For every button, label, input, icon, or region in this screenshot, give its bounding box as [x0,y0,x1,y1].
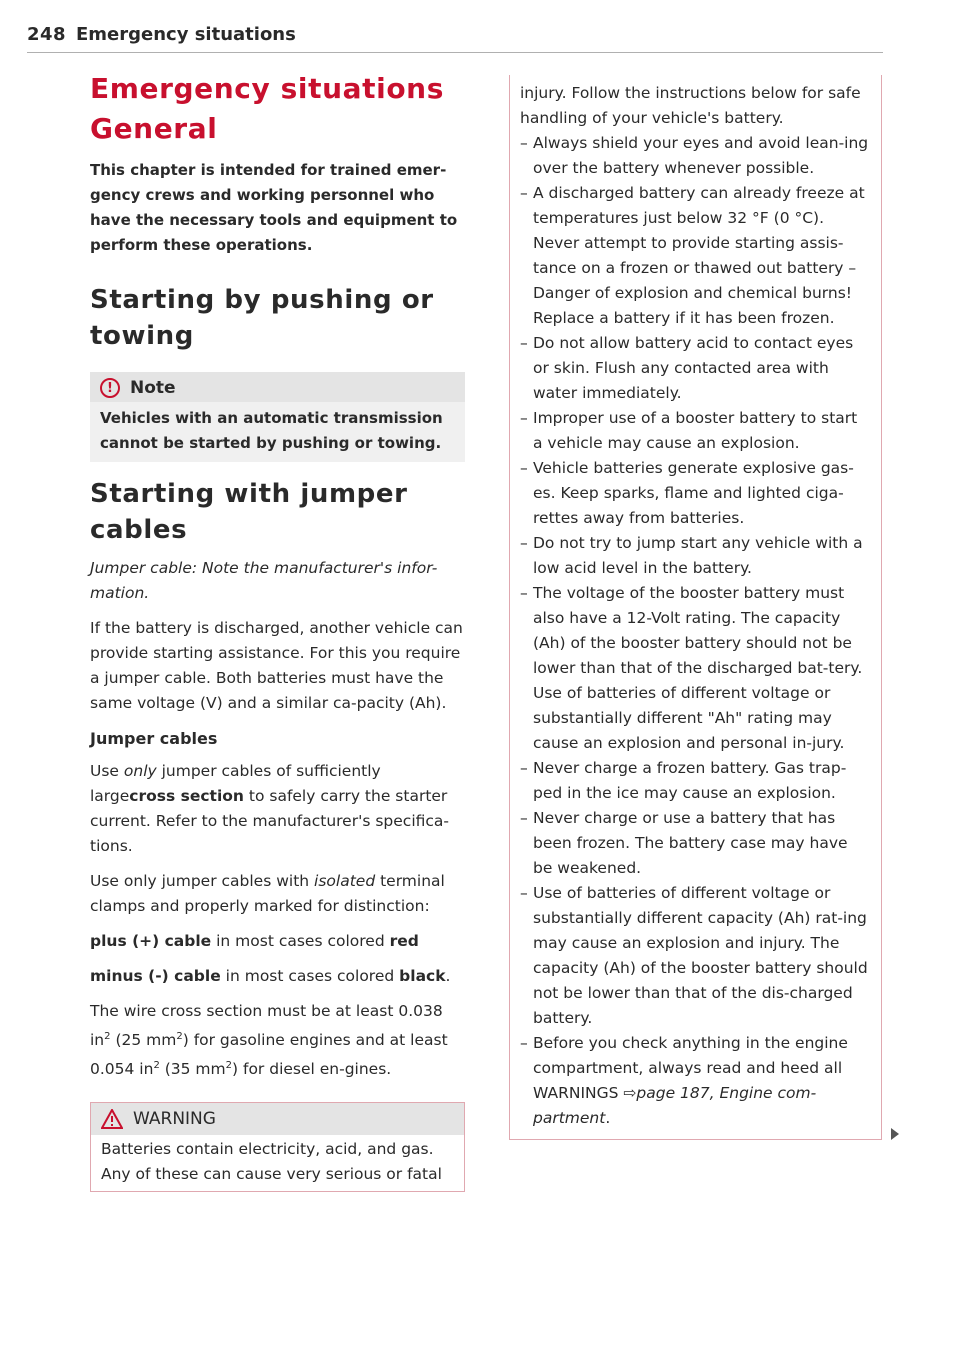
page-number: 248 [27,24,67,45]
list-item: – Never charge a frozen battery. Gas trap-ped in the ice may cause an explosion. [520,756,871,806]
warning-header [91,1103,464,1135]
list-item: – Do not try to jump start any vehicle with a low acid level in the battery. [520,531,871,581]
chapter-title: Emergency situations [90,72,444,105]
note-body: Vehicles with an automatic transmission cannot be started by pushing or towing. [90,402,465,462]
plus-cable-line: plus (+) cable in most cases colored red [90,932,419,950]
header-title: Emergency situations [76,24,296,45]
list-item: – Vehicle batteries generate explosive gas-es. Keep sparks, flame and lighted ciga-rettes away from batteries. [520,456,871,531]
warning-body: Batteries contain electricity, acid, and gas. Any of these can cause very serious or fatal [101,1140,442,1184]
list-item: – A discharged battery can already freeze at temperatures just below 32 °F (0 °C). Never attempt to provide starting assis-tance on a frozen or thawed out battery – Danger of explosion and chemical burns! Replace a battery if it has been frozen. [520,181,871,331]
warning-triangle-icon [101,1109,123,1129]
isolated-paragraph: Use only jumper cables with isolated terminal clamps and properly marked for distinction: [90,872,445,915]
note-title: Note [130,378,176,398]
warning-box [90,1102,465,1192]
jumper-cables-subheading: Jumper cables [90,729,218,748]
warning-continuation-box [509,75,882,1140]
section-title-jumper: Starting with jumper cables [90,479,408,545]
next-page-arrow-icon [891,1128,899,1140]
note-box [90,372,465,462]
list-item: – The voltage of the booster battery must also have a 12-Volt rating. The capacity (Ah) of the booster battery should not be lower than that of the discharged bat-tery. Use of batteries of different voltage or substantially different "Ah" rating may cause an explosion and personal in-jury. [520,581,871,756]
link-arrow-icon: ⇨ [623,1084,637,1102]
section-title-push: Starting by pushing or towing [90,285,434,351]
list-item: – Improper use of a booster battery to start a vehicle may cause an explosion. [520,406,871,456]
list-item-last: – Before you check anything in the engine compartment, always read and heed all WARNINGS ⇨page 187, Engine com-partment. [520,1031,871,1131]
section-title-general: General [90,112,218,145]
warning-continuation-intro: injury. Follow the instructions below for safe handling of your vehicle's battery. [520,84,861,127]
cross-section-paragraph: Use only jumper cables of sufficiently largecross section to safely carry the starter current. Refer to the manufacturer's specifica-tions. [90,762,450,855]
page-header [27,22,883,53]
wire-section-paragraph: The wire cross section must be at least 0.038 $in^2$ (25 $mm^2$) for gasoline engines and at least 0.054 $in^2$ (35 $mm^2$) for diesel en-gines. [90,1002,448,1079]
page-reference-link[interactable]: page 187, Engine com-partment [533,1084,817,1127]
warning-list [520,131,871,1131]
info-circle-icon: ! [100,378,120,398]
jumper-intro: Jumper cable: Note the manufacturer's infor-mation. [90,559,438,602]
list-item: – Never charge or use a battery that has been frozen. The battery case may have be weakened. [520,806,871,881]
right-column [509,75,882,1140]
list-item: – Always shield your eyes and avoid lean-ing over the battery whenever possible. [520,131,871,181]
warning-title: WARNING [133,1109,216,1130]
minus-cable-line: minus (-) cable in most cases colored black. [90,967,451,985]
note-header [90,372,465,402]
jumper-paragraph: If the battery is discharged, another vehicle can provide starting assistance. For this you require a jumper cable. Both batteries must have the same voltage (V) and a similar ca-pacity (Ah). [90,619,463,712]
list-item: – Use of batteries of different voltage or substantially different capacity (Ah) rat-ing may cause an explosion and injury. The capacity (Ah) of the booster battery should not be lower than that of the dis-charged battery. [520,881,871,1031]
list-item: – Do not allow battery acid to contact eyes or skin. Flush any contacted area with water immediately. [520,331,871,406]
general-paragraph: This chapter is intended for trained emer-gency crews and working personnel who have the necessary tools and equipment to perform these operations. [90,161,458,254]
left-column [90,70,465,1192]
